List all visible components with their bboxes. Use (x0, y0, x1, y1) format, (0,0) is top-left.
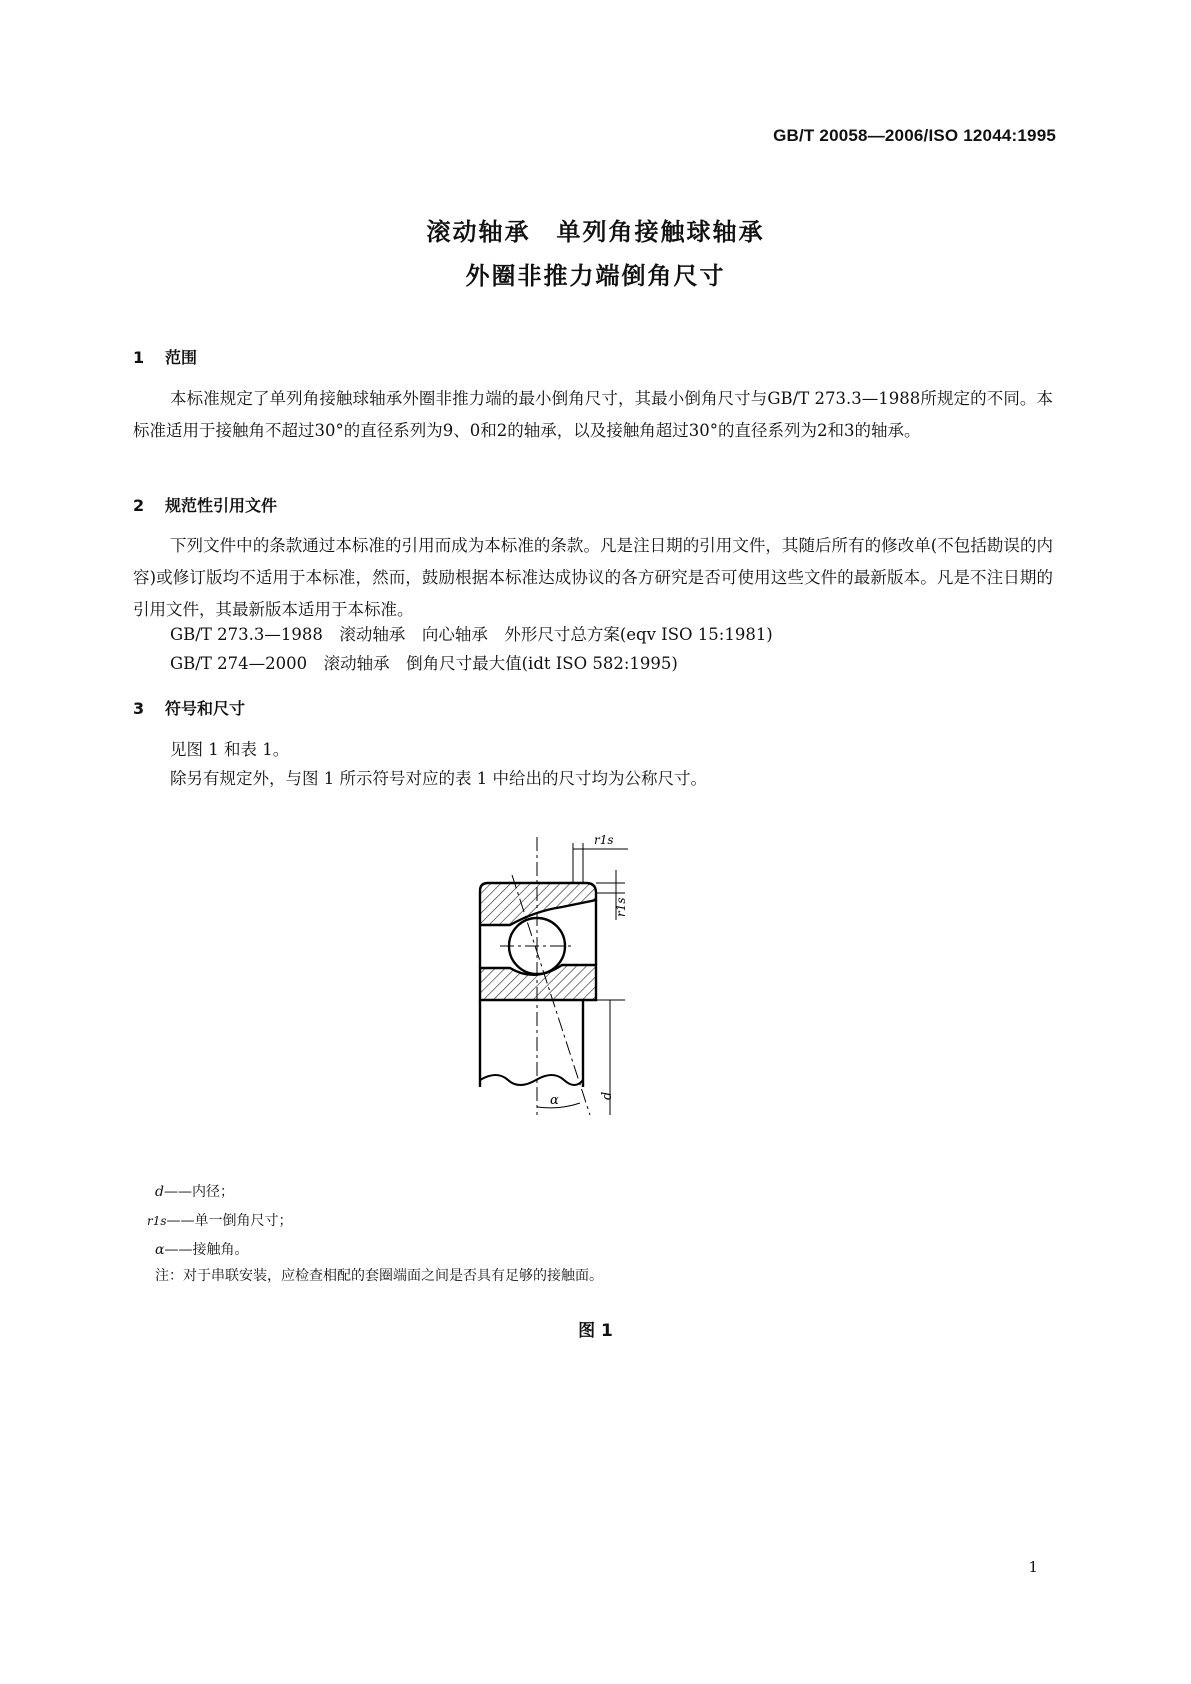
section-number: 2 (133, 496, 145, 515)
document-code: GB/T 20058—2006/ISO 12044:1995 (773, 126, 1056, 145)
reference-item: GB/T 273.3—1988 滚动轴承 向心轴承 外形尺寸总方案(eqv ISO 15:1981) (170, 625, 773, 644)
legend-text: ——单一倒角尺寸； (166, 1213, 293, 1229)
legend-symbol: d (155, 1184, 164, 1200)
section-1-heading (133, 345, 197, 368)
figure-caption: 图 1 (578, 1321, 613, 1341)
section-1-body (133, 383, 1053, 447)
section-title: 符号和尺寸 (165, 699, 246, 718)
legend-symbol: α (155, 1242, 165, 1258)
legend-symbol: r1s (147, 1214, 167, 1228)
r1s-label-side: r1s (614, 897, 628, 917)
paragraph: 本标准规定了单列角接触球轴承外圈非推力端的最小倒角尺寸，其最小倒角尺寸与GB/T 273.3—1988所规定的不同。本标准适用于接触角不超过30°的直径系列为9、0和2的轴承，以及接触角超过30°的直径系列为2和3的轴承。 (133, 389, 1053, 440)
bearing-cross-section-drawing (440, 825, 660, 1125)
figure-note: 注：对于串联安装，应检查相配的套圈端面之间是否具有足够的接触面。 (155, 1268, 603, 1284)
body-line: 见图 1 和表 1。 (170, 740, 290, 759)
body-line: 除另有规定外，与图 1 所示符号对应的表 1 中给出的尺寸均为公称尺寸。 (170, 769, 707, 788)
reference-item: GB/T 274—2000 滚动轴承 倒角尺寸最大值(idt ISO 582:1995) (170, 654, 678, 673)
alpha-label: α (550, 1093, 559, 1108)
legend-item-d (155, 1178, 234, 1207)
section-3-heading (133, 696, 245, 719)
section-number: 3 (133, 699, 145, 718)
page-number: 1 (1028, 1558, 1038, 1576)
legend-item-alpha (155, 1236, 248, 1265)
d-label: d (600, 1091, 615, 1100)
title-line-2: 外圈非推力端倒角尺寸 (465, 262, 726, 290)
r1s-label-top: r1s (594, 833, 614, 847)
paragraph: 下列文件中的条款通过本标准的引用而成为本标准的条款。凡是注日期的引用文件，其随后所有的修改单(不包括勘误的内容)或修订版均不适用于本标准，然而，鼓励根据本标准达成协议的各方研究是否可使用这些文件的最新版本。凡是不注日期的引用文件，其最新版本适用于本标准。 (133, 536, 1053, 619)
legend-text: ——接触角。 (164, 1242, 249, 1258)
section-title: 范围 (165, 348, 198, 367)
section-number: 1 (133, 348, 145, 367)
legend-item-r1s (147, 1207, 293, 1236)
section-2-heading (133, 493, 277, 516)
section-title: 规范性引用文件 (165, 496, 278, 515)
title-line-1: 滚动轴承 单列角接触球轴承 (426, 218, 765, 246)
legend-text: ——内径； (163, 1184, 234, 1200)
section-2-body (133, 530, 1053, 626)
